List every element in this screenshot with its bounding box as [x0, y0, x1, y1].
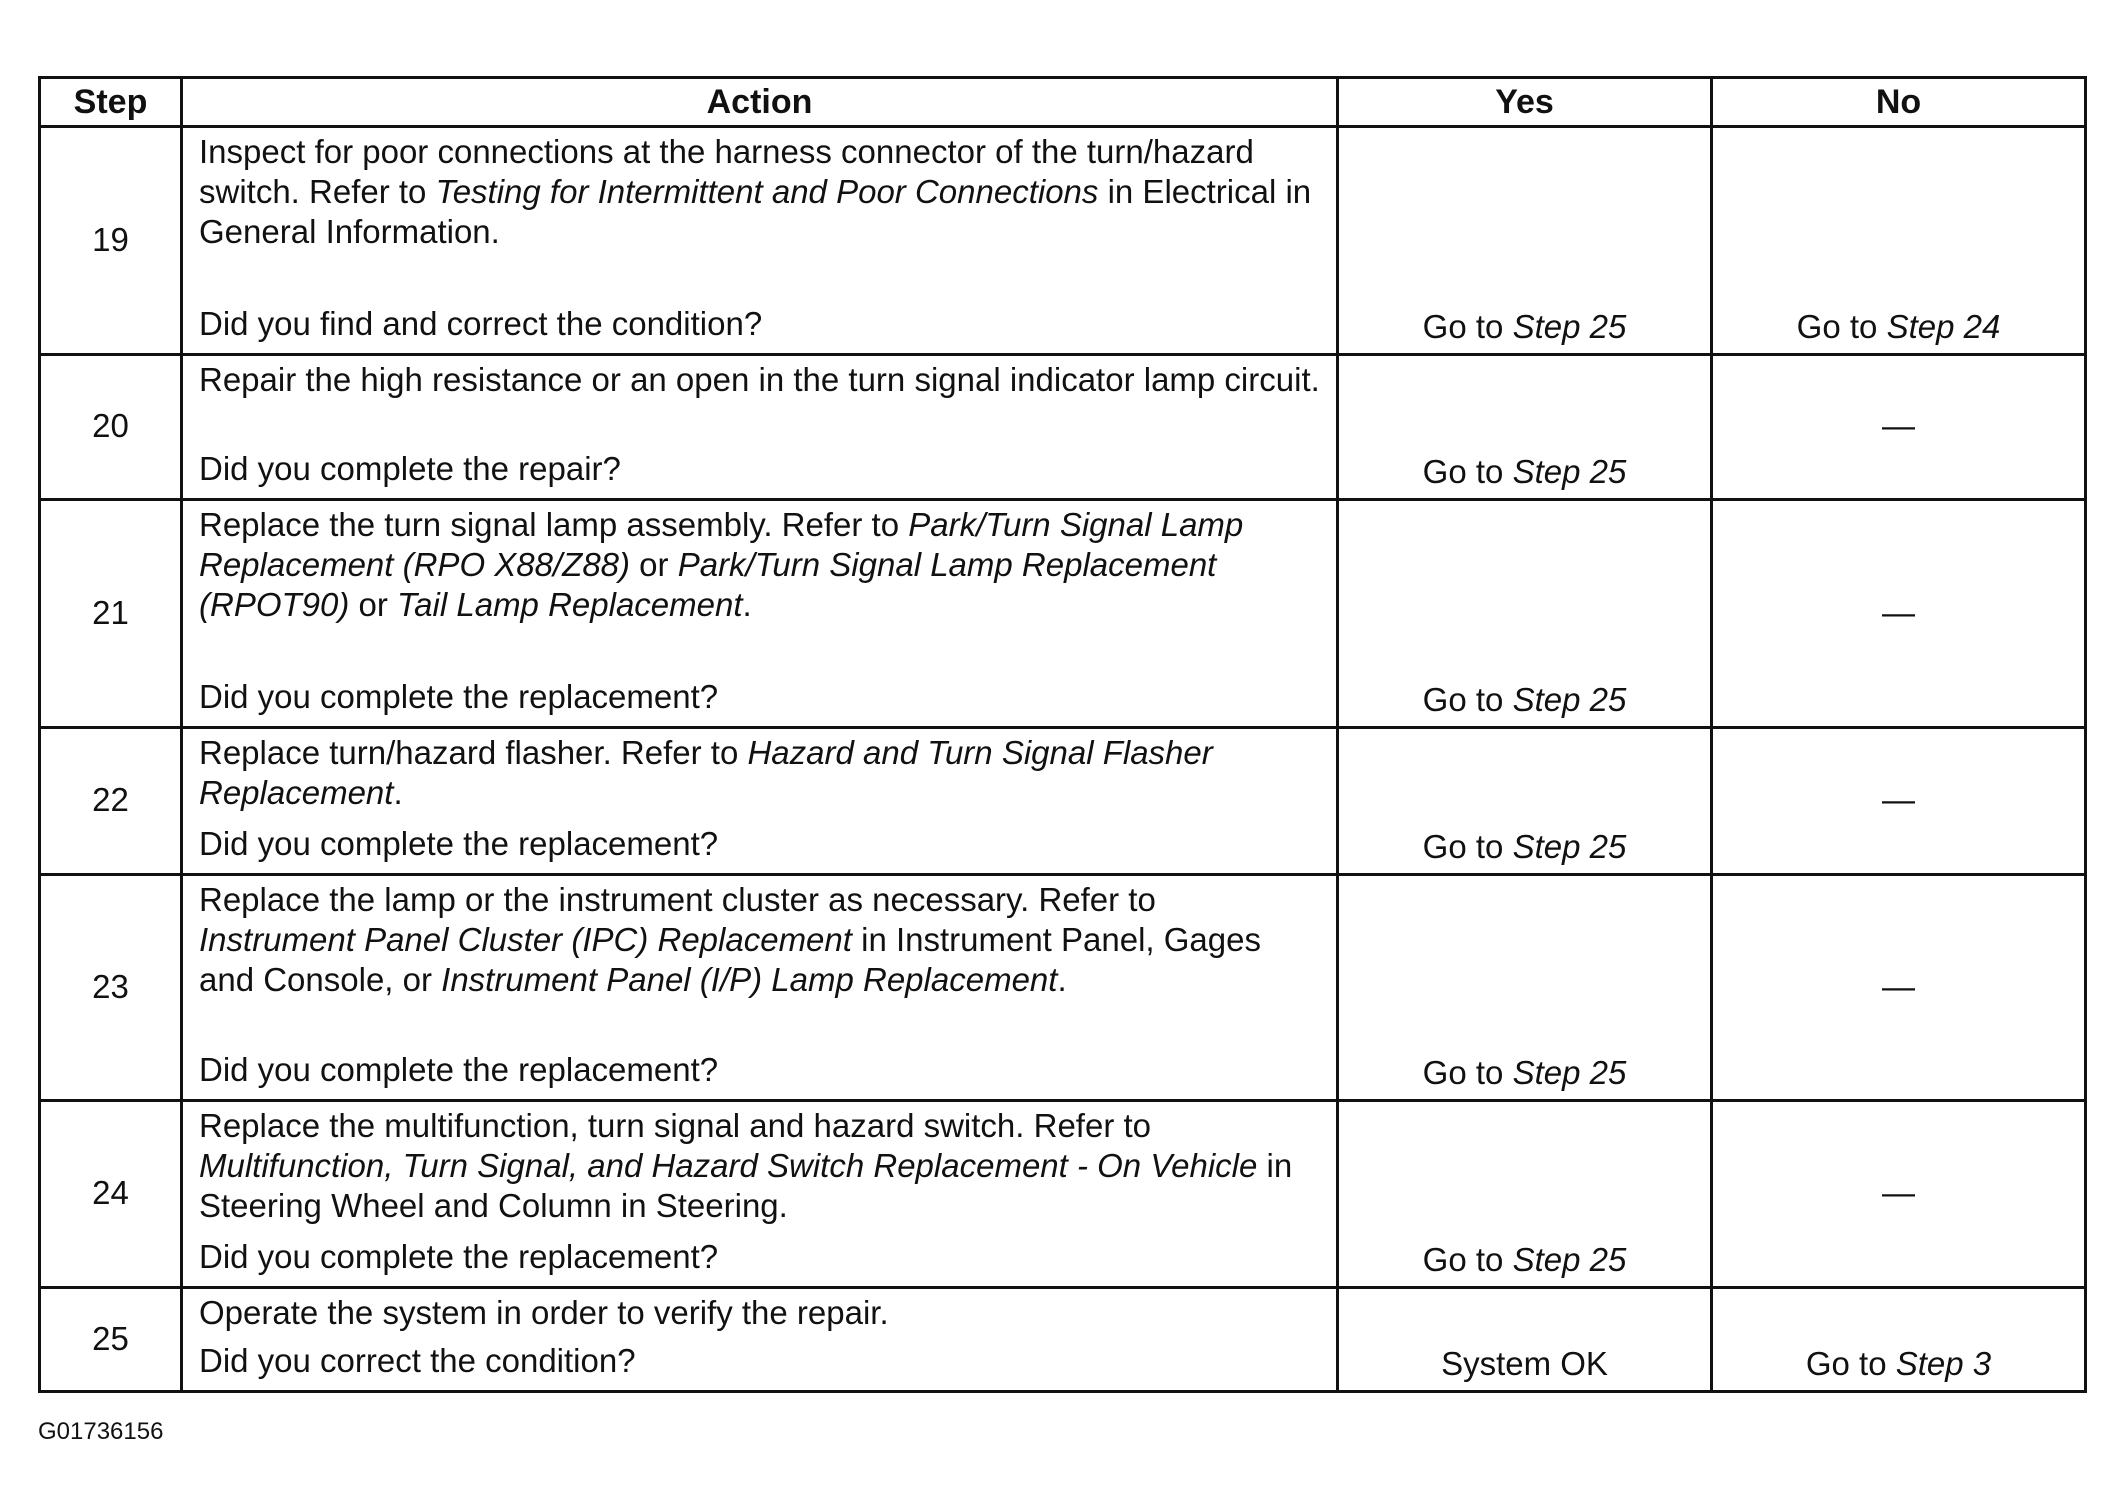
action-cell — [182, 127, 1338, 355]
no-result-text: — — [1882, 1174, 1915, 1211]
procedure-reference: Instrument Panel Cluster (IPC) Replacement — [199, 921, 852, 958]
table-body — [40, 127, 2086, 1392]
action-question: Did you correct the condition? — [199, 1342, 636, 1379]
no-result-text: Go to — [1796, 308, 1887, 345]
action-cell — [182, 355, 1338, 500]
procedure-reference: Tail Lamp Replacement — [397, 586, 743, 623]
step-number: 19 — [40, 127, 182, 355]
no-result-text: — — [1882, 967, 1915, 1005]
procedure-reference: Park/Turn Signal Lamp Replacement (RPOT90) — [199, 546, 1217, 623]
action-description — [199, 505, 1320, 625]
yes-result-text: Go to — [1422, 1241, 1513, 1278]
action-question: Did you complete the replacement? — [199, 678, 719, 715]
action-text: in Electrical in General Information. — [199, 173, 1312, 250]
table-header-row — [40, 78, 2086, 127]
step-number: 21 — [40, 500, 182, 728]
diagnostic-table — [38, 76, 2087, 1393]
action-description — [199, 1106, 1320, 1226]
action-text: Inspect for poor connections at the harness connector of the turn/hazard switch. Refer to — [199, 133, 1254, 210]
procedure-reference: Instrument Panel (I/P) Lamp Replacement — [441, 961, 1058, 998]
yes-result — [1338, 127, 1712, 355]
action-question: Did you complete the replacement? — [199, 1238, 719, 1275]
table-row — [40, 127, 2086, 355]
action-text: or — [630, 546, 678, 583]
action-text: Replace turn/hazard flasher. Refer to — [199, 734, 748, 771]
yes-result-text: Go to — [1422, 1054, 1513, 1091]
yes-result — [1338, 875, 1712, 1101]
action-text: or — [349, 586, 398, 623]
action-question: Did you find and correct the condition? — [199, 305, 763, 342]
action-description — [199, 360, 1320, 400]
step-number: 23 — [40, 875, 182, 1101]
action-text: in Steering Wheel and Column in Steering. — [199, 1147, 1293, 1224]
yes-result-text: Go to — [1422, 681, 1513, 718]
no-result — [1712, 1101, 2086, 1288]
no-result-text: — — [1882, 593, 1915, 631]
action-description — [199, 1293, 1320, 1333]
action-question: Did you complete the replacement? — [199, 825, 719, 862]
no-result — [1712, 500, 2086, 728]
procedure-reference: Multifunction, Turn Signal, and Hazard Switch Replacement - On Vehicle — [199, 1147, 1258, 1184]
action-text: . — [1057, 961, 1067, 998]
action-cell — [182, 728, 1338, 875]
yes-step-reference: Step 25 — [1512, 1241, 1627, 1278]
no-result-text: Go to — [1805, 1345, 1896, 1382]
action-question: Did you complete the repair? — [199, 450, 621, 487]
table-row — [40, 355, 2086, 500]
yes-result — [1338, 355, 1712, 500]
no-result — [1712, 728, 2086, 875]
no-step-reference: Step 24 — [1886, 308, 2001, 345]
action-description — [199, 132, 1320, 252]
table-row — [40, 500, 2086, 728]
table-row — [40, 728, 2086, 875]
action-text: Repair the high resistance or an open in the turn signal indicator lamp circuit. — [199, 361, 1320, 398]
step-number: 22 — [40, 728, 182, 875]
procedure-reference: Testing for Intermittent and Poor Connections — [435, 173, 1099, 210]
no-result — [1712, 1288, 2086, 1392]
table-row — [40, 1101, 2086, 1288]
yes-step-reference: Step 25 — [1512, 453, 1627, 490]
action-text: . — [393, 774, 403, 811]
procedure-reference: Hazard and Turn Signal Flasher Replacement — [199, 734, 1213, 811]
action-text: Operate the system in order to verify the repair. — [199, 1294, 889, 1331]
table-row — [40, 1288, 2086, 1392]
table-row — [40, 875, 2086, 1101]
yes-result — [1338, 500, 1712, 728]
yes-step-reference: Step 25 — [1512, 828, 1627, 865]
action-description — [199, 733, 1320, 813]
action-cell — [182, 500, 1338, 728]
yes-result-text: Go to — [1422, 453, 1513, 490]
action-text: in Instrument Panel, Gages and Console, or — [199, 921, 1261, 998]
yes-result-text: Go to — [1422, 828, 1513, 865]
yes-result — [1338, 728, 1712, 875]
action-text: Replace the multifunction, turn signal and hazard switch. Refer to — [199, 1107, 1152, 1144]
yes-result-text: System OK — [1441, 1345, 1608, 1382]
action-cell — [182, 875, 1338, 1101]
no-result — [1712, 875, 2086, 1101]
action-cell — [182, 1288, 1338, 1392]
yes-step-reference: Step 25 — [1512, 681, 1627, 718]
yes-step-reference: Step 25 — [1512, 308, 1627, 345]
no-step-reference: Step 3 — [1895, 1345, 1992, 1382]
header-no: No — [1712, 78, 2086, 127]
action-description — [199, 880, 1320, 1000]
header-step: Step — [40, 78, 182, 127]
yes-result — [1338, 1288, 1712, 1392]
step-number: 20 — [40, 355, 182, 500]
no-result-text: — — [1882, 407, 1915, 444]
step-number: 24 — [40, 1101, 182, 1288]
yes-result — [1338, 1101, 1712, 1288]
action-text: . — [742, 586, 752, 623]
procedure-reference: Park/Turn Signal Lamp Replacement (RPO X88/Z88) — [199, 506, 1244, 583]
action-question: Did you complete the replacement? — [199, 1051, 719, 1088]
action-text: Replace the lamp or the instrument cluster as necessary. Refer to — [199, 881, 1156, 918]
action-cell — [182, 1101, 1338, 1288]
header-action: Action — [182, 78, 1338, 127]
action-text: Replace the turn signal lamp assembly. Refer to — [199, 506, 909, 543]
yes-step-reference: Step 25 — [1512, 1054, 1627, 1091]
no-result — [1712, 127, 2086, 355]
figure-id: G01736156 — [38, 1418, 164, 1445]
header-yes: Yes — [1338, 78, 1712, 127]
yes-result-text: Go to — [1422, 308, 1513, 345]
no-result — [1712, 355, 2086, 500]
no-result-text: — — [1882, 781, 1915, 818]
step-number: 25 — [40, 1288, 182, 1392]
